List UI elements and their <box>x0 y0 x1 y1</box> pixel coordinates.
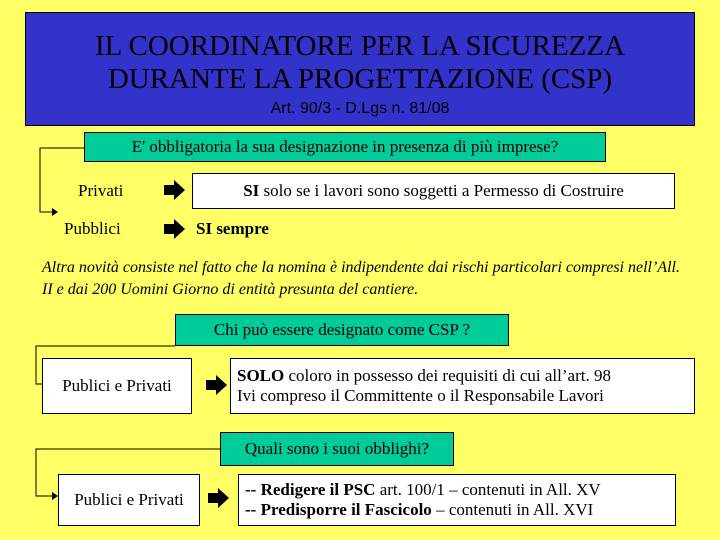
row-label-privati: Privati <box>78 181 124 200</box>
label-box-publici-privati-2 <box>58 474 200 526</box>
answer-pubblici: SI sempre <box>196 219 269 238</box>
question-text: Chi può essere designato come CSP ? <box>213 320 471 339</box>
question-text: E' obbligatoria la sua designazione in presenza di più imprese? <box>131 137 559 156</box>
question-box-duties <box>220 432 454 466</box>
answer-box-duties <box>238 474 676 526</box>
row-label-pubblici: Pubblici <box>64 219 121 238</box>
question-box-designation <box>84 132 606 162</box>
answer-bold: SOLO <box>237 366 285 385</box>
answer-bold-2: -- Predisporre il Fascicolo <box>245 500 432 519</box>
answer-box-privati <box>192 173 675 209</box>
answer-text: art. 100/1 – contenuti in All. XV <box>375 480 601 499</box>
note-text: Altra novità consiste nel fatto che la nomina è indipendente dai rischi particolari compresi nell’All. II e dai 200 Uomini Giorno di entità presunta del cantiere. <box>42 259 680 298</box>
right-arrow-icon <box>162 218 186 240</box>
right-arrow-icon <box>204 374 228 396</box>
title-line-1: IL COORDINATORE PER LA SICUREZZA <box>94 30 626 62</box>
answer-box-requirements <box>230 358 695 414</box>
row-label: Publici e Privati <box>62 376 172 395</box>
answer-text: solo se i lavori sono soggetti a Permesso di Costruire <box>259 181 624 200</box>
title-box <box>25 12 695 126</box>
answer-text-2: – contenuti in All. XVI <box>431 500 594 519</box>
question-text: Quali sono i suoi obblighi? <box>244 439 430 458</box>
answer-text-2: Ivi compreso il Committente o il Responsabile Lavori <box>237 386 604 405</box>
title-line-2: DURANTE LA PROGETTAZIONE (CSP) <box>107 63 613 95</box>
answer-bold: SI <box>243 181 260 200</box>
answer-text: coloro in possesso dei requisiti di cui all’art. 98 <box>284 366 611 385</box>
label-box-publici-privati <box>42 358 192 414</box>
answer-bold: -- Redigere il PSC <box>245 480 376 499</box>
title-subtitle: Art. 90/3 - D.Lgs n. 81/08 <box>270 100 450 117</box>
question-box-who <box>175 314 509 346</box>
right-arrow-icon <box>162 179 186 201</box>
right-arrow-icon <box>206 487 230 509</box>
row-label: Publici e Privati <box>74 490 184 509</box>
